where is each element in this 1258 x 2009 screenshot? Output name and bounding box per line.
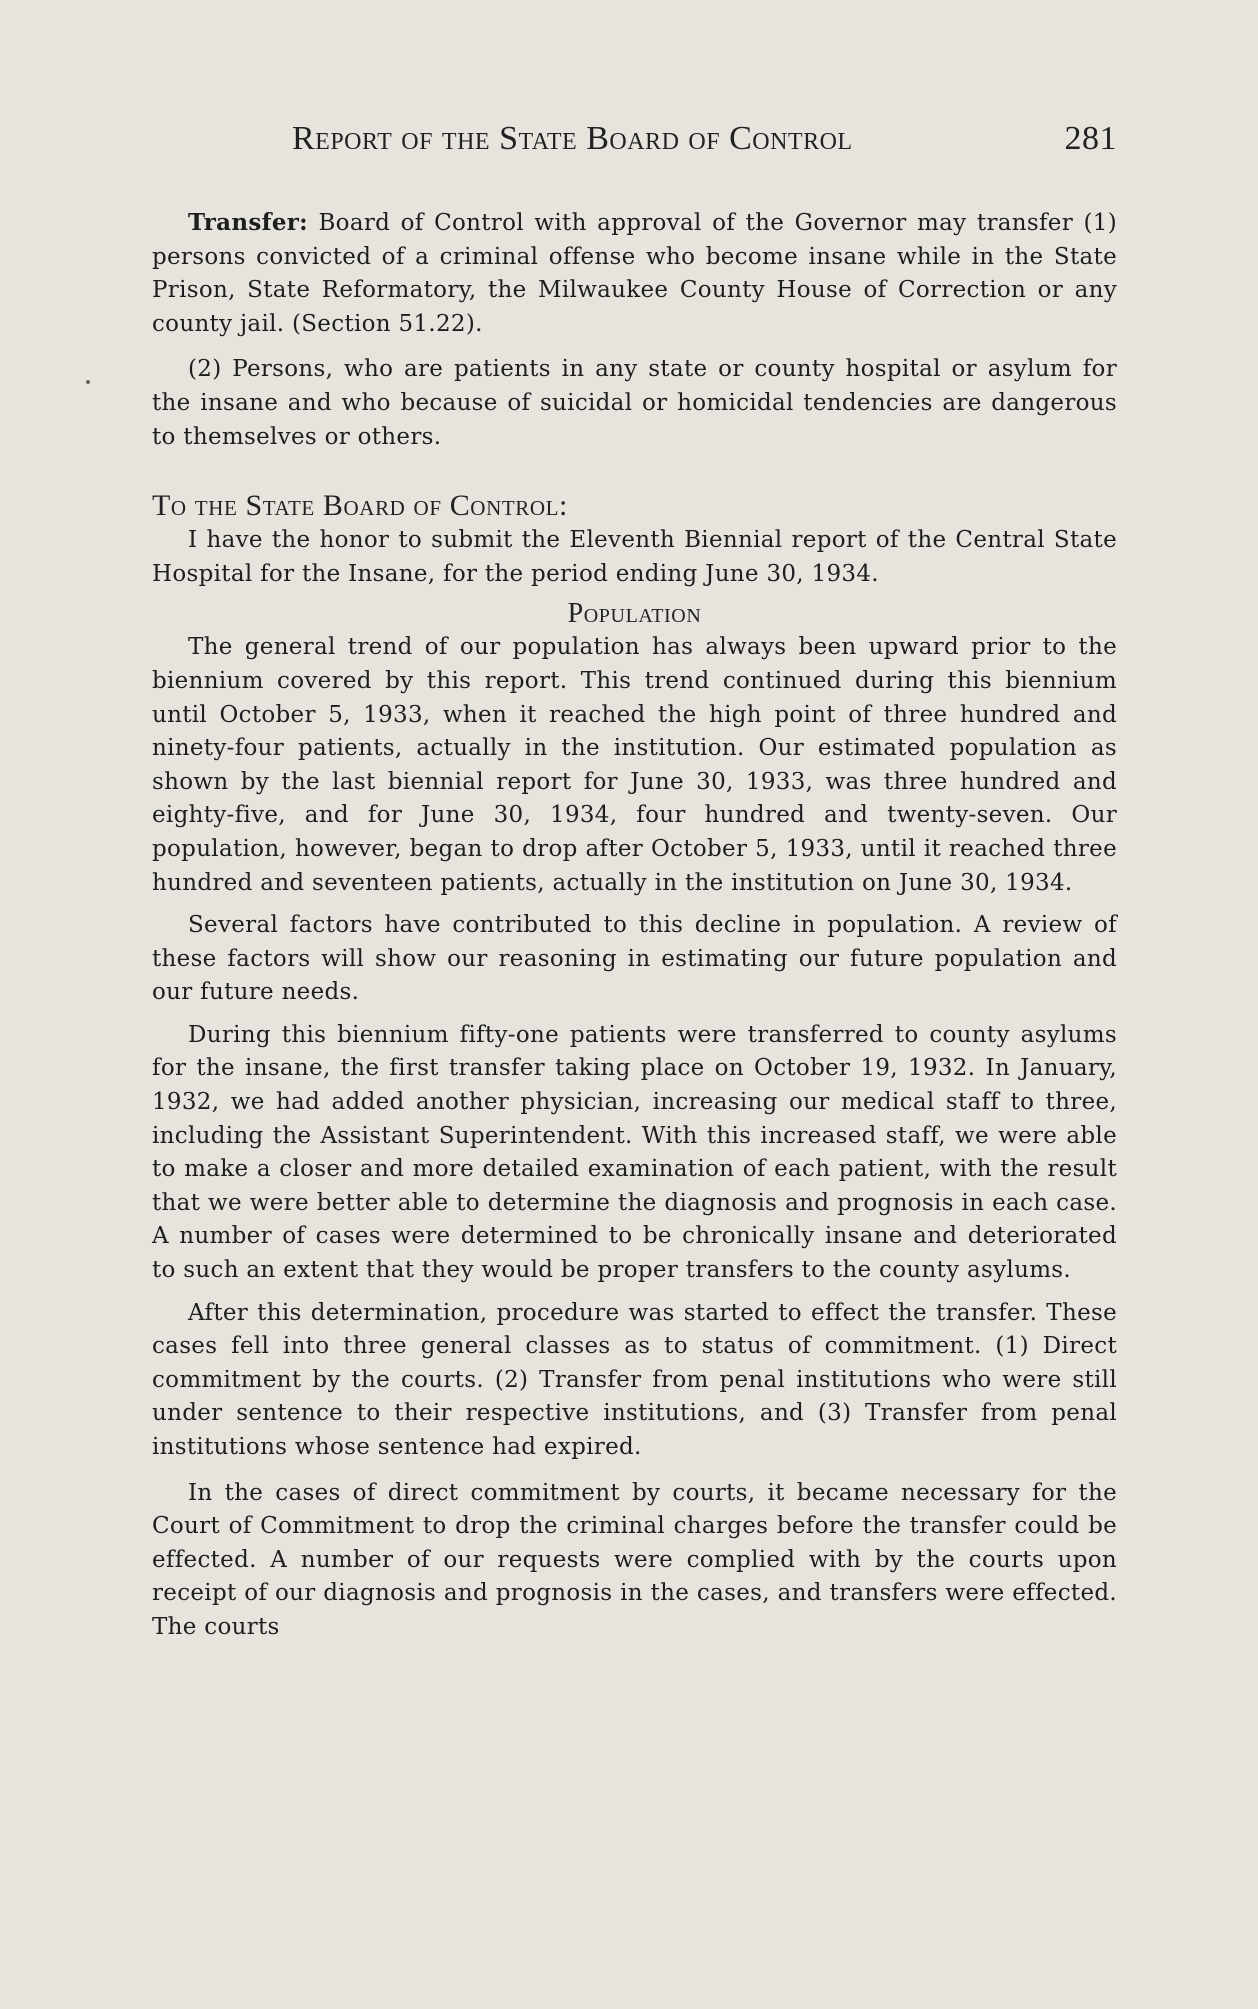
page-number: 281: [1064, 120, 1117, 157]
population-paragraph-3: During this biennium fifty-one patients were transferred to county asylums for the insane, the first transfer taking place on October 19, 1932. In January, 1932, we had added another physician, increasing our medical staff to three, including the Assistant Superintendent. With this increased staff, we were able to make a closer and more detailed examination of each patient, with the result that we were better able to determine the diagnosis and prognosis in each case. A number of cases were determined to be chronically insane and deteriorated to such an extent that they would be proper transfers to the county asylums.: [152, 1021, 1117, 1284]
population-heading: Population: [567, 598, 702, 630]
document-page: [152, 120, 1117, 1645]
transfer-paragraph-2: (2) Persons, who are patients in any state or county hospital or asylum for the insane and who because of suicidal or homicidal tendencies are dangerous to themselves or others.: [152, 356, 1117, 450]
transfer-paragraph: [152, 206, 1117, 341]
transfer-text: Board of Control with approval of the Governor may transfer (1) persons convicted of a criminal offense who become insane while in the State Prison, State Reformatory, the Milwaukee County House of Correction or any county jail. (Section 51.22).: [152, 210, 1117, 337]
transfer-label: Transfer:: [188, 209, 308, 236]
salutation: To the State Board of Control:: [152, 489, 568, 523]
population-paragraph-5: In the cases of direct commitment by courts, it became necessary for the Court of Commitment to drop the criminal charges before the transfer could be effected. A number of our requests were complied with by the courts upon receipt of our diagnosis and prognosis in the cases, and transfers were effected. The courts: [152, 1479, 1117, 1640]
population-paragraph-1: The general trend of our population has always been upward prior to the biennium covered by this report. This trend continued during this biennium until October 5, 1933, when it reached the high point of three hundred and ninety-four patients, actually in the institution. Our estimated population as shown by the last biennial report for June 30, 1933, was three hundred and eighty-five, and for June 30, 1934, four hundred and twenty-seven. Our population, however, began to drop after October 5, 1933, until it reached three hundred and seventeen patients, actually in the institution on June 30, 1934.: [152, 634, 1117, 896]
intro-paragraph: I have the honor to submit the Eleventh Biennial report of the Central State Hospital for the Insane, for the period ending June 30, 1934.: [152, 527, 1117, 587]
population-paragraph-2: Several factors have contributed to this decline in population. A review of these factors will show our reasoning in estimating our future population and our future needs.: [152, 912, 1117, 1006]
population-paragraph-4: After this determination, procedure was started to effect the transfer. These cases fell into three general classes as to status of commitment. (1) Direct commitment by the courts. (2) Transfer from penal institutions who were still under sentence to their respective institutions, and (3) Transfer from penal institutions whose sentence had expired.: [152, 1299, 1117, 1460]
running-head-title: Report of the State Board of Control: [292, 120, 853, 157]
running-head: [152, 120, 1117, 168]
paper-speck: [86, 380, 90, 384]
